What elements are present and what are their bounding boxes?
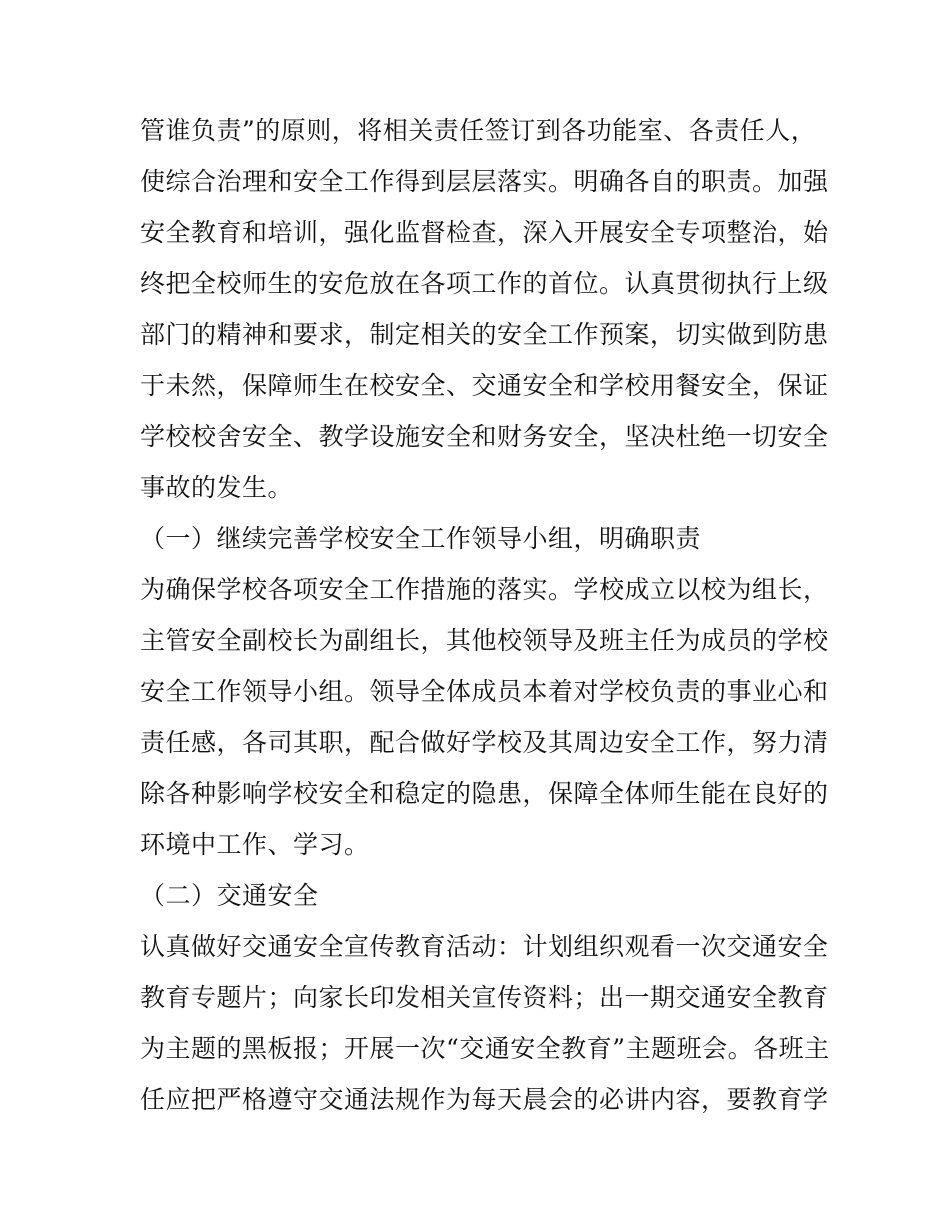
text-line: 终把全校师生的安危放在各项工作的首位。认真贯彻执行上级 — [140, 269, 829, 298]
text-line: 主管安全副校长为副组长，其他校领导及班主任为成员的学校 — [140, 626, 829, 655]
text-line: 为主题的黑板报；开展一次“交通安全教育”主题班会。各班主 — [140, 1034, 830, 1063]
text-line: 管谁负责”的原则，将相关责任签订到各功能室、各责任人， — [140, 116, 817, 145]
document-body — [140, 105, 830, 1125]
text-line: 认真做好交通安全宣传教育活动：计划组织观看一次交通安全 — [140, 932, 829, 961]
text-line: 部门的精神和要求，制定相关的安全工作预案，切实做到防患 — [140, 320, 829, 349]
section-heading: （二）交通安全 — [140, 881, 319, 910]
section-heading: （一）继续完善学校安全工作领导小组，明确职责 — [140, 524, 702, 553]
text-line: 于未然，保障师生在校安全、交通安全和学校用餐安全，保证 — [140, 371, 829, 400]
text-line: 事故的发生。 — [140, 473, 294, 502]
text-line: 除各种影响学校安全和稳定的隐患，保障全体师生能在良好的 — [140, 779, 829, 808]
text-line: 任应把严格遵守交通法规作为每天晨会的必讲内容，要教育学 — [140, 1085, 829, 1114]
text-line: 安全教育和培训，强化监督检查，深入开展安全专项整治，始 — [140, 218, 829, 247]
text-line: 环境中工作、学习。 — [140, 830, 370, 859]
text-line: 责任感，各司其职，配合做好学校及其周边安全工作，努力清 — [140, 728, 829, 757]
text-line: 为确保学校各项安全工作措施的落实。学校成立以校为组长， — [140, 575, 829, 604]
text-line: 安全工作领导小组。领导全体成员本着对学校负责的事业心和 — [140, 677, 829, 706]
text-line: 使综合治理和安全工作得到层层落实。明确各自的职责。加强 — [140, 167, 829, 196]
text-line: 教育专题片；向家长印发相关宣传资料；出一期交通安全教育 — [140, 983, 829, 1012]
text-line: 学校校舍安全、教学设施安全和财务安全，坚决杜绝一切安全 — [140, 422, 829, 451]
